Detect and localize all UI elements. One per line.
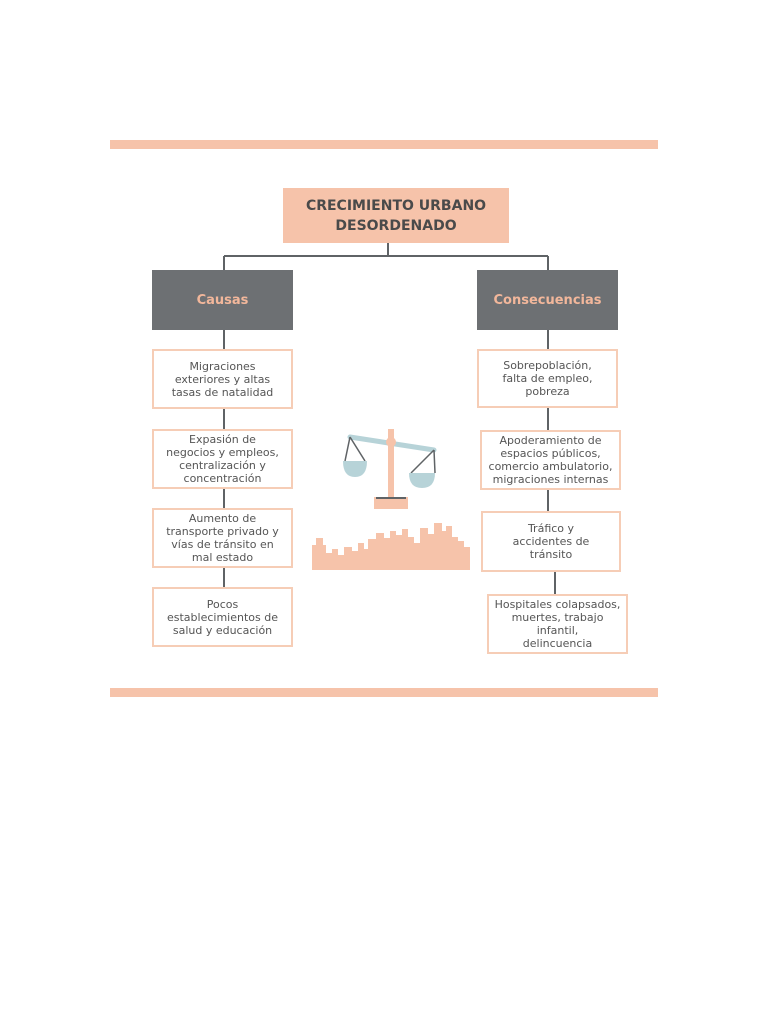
consequence-item-4: Hospitales colapsados, muertes, trabajo infantil, delincuencia <box>487 594 628 654</box>
consequence-item-1: Sobrepoblación, falta de empleo, pobreza <box>477 349 618 408</box>
cause-item-2: Expasión de negocios y empleos, centralización y concentración <box>152 429 293 489</box>
city-skyline-icon <box>312 523 470 570</box>
consequence-item-2: Apoderamiento de espacios públicos, comercio ambulatorio, migraciones internas <box>480 430 621 490</box>
consequences-header: Consecuencias <box>477 270 618 330</box>
consequence-item-3: Tráfico y accidentes de tránsito <box>481 511 621 572</box>
bottom-accent-stripe <box>110 688 658 697</box>
illustration <box>310 425 472 575</box>
cause-item-1: Migraciones exteriores y altas tasas de natalidad <box>152 349 293 409</box>
cause-item-4: Pocos establecimientos de salud y educación <box>152 587 293 647</box>
cause-item-3: Aumento de transporte privado y vías de tránsito en mal estado <box>152 508 293 568</box>
causes-header: Causas <box>152 270 293 330</box>
diagram-title: CRECIMIENTO URBANO DESORDENADO <box>283 188 509 243</box>
balance-scale-icon <box>343 429 435 509</box>
